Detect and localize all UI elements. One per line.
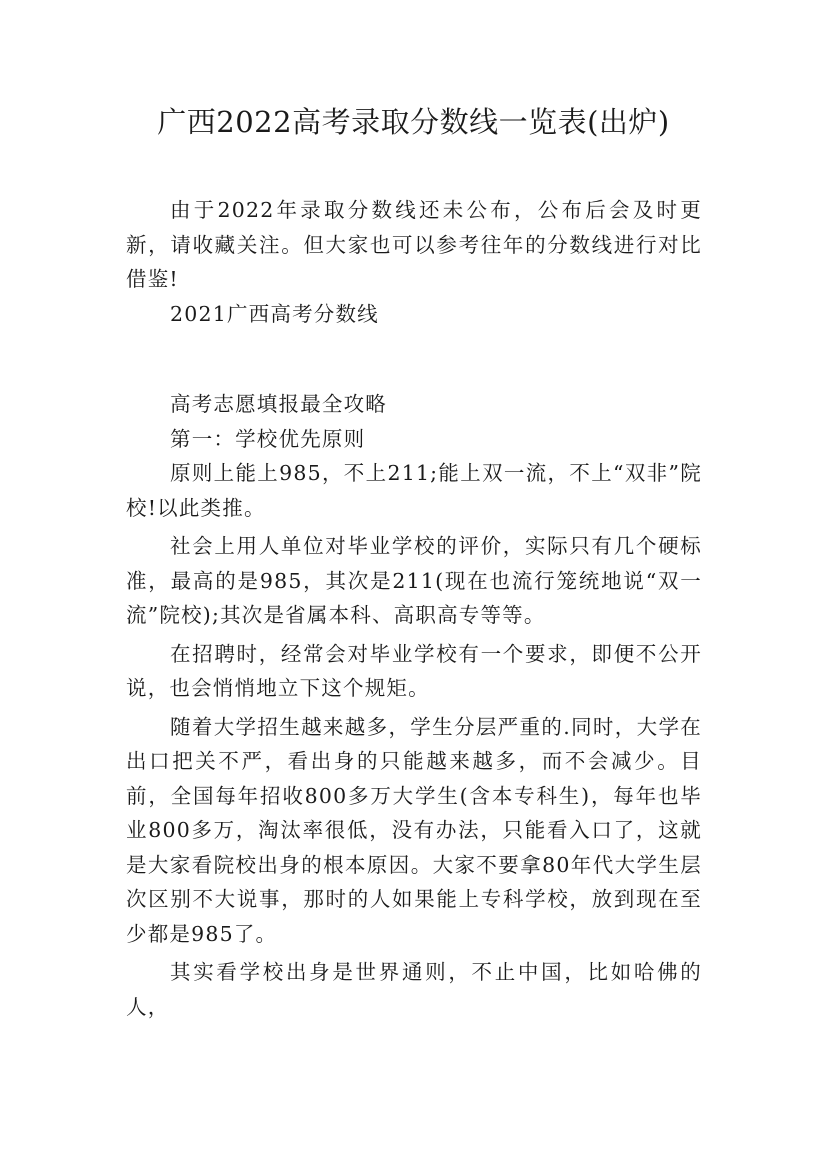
paragraph-1: 原则上能上985，不上211;能上双一流，不上“双非”院校!以此类推。 — [126, 461, 702, 520]
document-title: 广西2022高考录取分数线一览表(出炉) — [157, 105, 670, 139]
intro-paragraph: 由于2022年录取分数线还未公布，公布后会及时更新，请收藏关注。但大家也可以参考往年的分数线进行对比借鉴! — [126, 198, 702, 291]
section-one-heading: 第一：学校优先原则 — [170, 426, 366, 451]
paragraph-4: 随着大学招生越来越多，学生分层严重的.同时，大学在出口把关不严，看出身的只能越来越多，而不会减少。目前，全国每年招收800多万大学生(含本专科生)，每年也毕业800多万，淘汰率很低，没有办法，只能看入口了，这就是大家看院校出身的根本原因。大家不要拿80年代大学生层次区别不大说事，那时的人如果能上专科学校，放到现在至少都是985了。 — [126, 714, 702, 946]
subheading-2021-scores: 2021广西高考分数线 — [170, 301, 379, 326]
strategy-block — [126, 387, 702, 1024]
paragraph-2: 社会上用人单位对毕业学校的评价，实际只有几个硬标准，最高的是985，其次是211(现在也流行笼统地说“双一流”院校);其次是省属本科、高职高专等等。 — [126, 534, 702, 627]
paragraph-3: 在招聘时，经常会对毕业学校有一个要求，即便不公开说，也会悄悄地立下这个规矩。 — [126, 641, 702, 700]
section-title: 高考志愿填报最全攻略 — [170, 392, 387, 416]
paragraph-5: 其实看学校出身是世界通则，不止中国，比如哈佛的人， — [126, 960, 702, 1019]
intro-block — [126, 193, 702, 331]
